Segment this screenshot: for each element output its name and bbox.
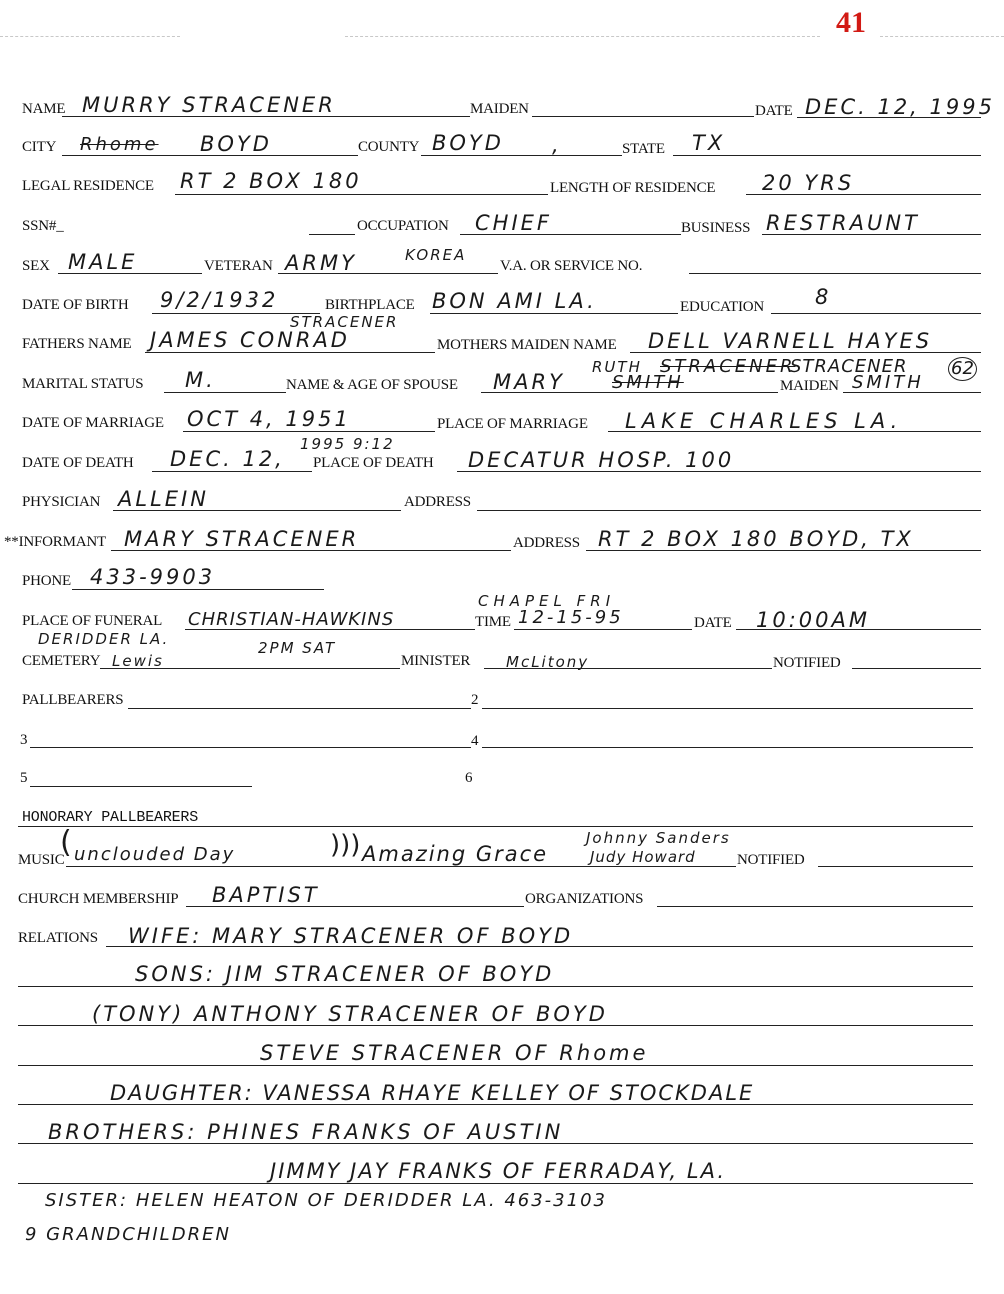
minister-value: McLitony xyxy=(506,653,590,671)
relations-line-7[interactable] xyxy=(18,1183,973,1184)
state-value: TX xyxy=(692,131,726,155)
notified-line[interactable] xyxy=(852,668,981,669)
relations-label: RELATIONS xyxy=(18,930,98,946)
music-label: MUSIC xyxy=(18,852,65,868)
legal-residence-line[interactable] xyxy=(175,194,548,195)
fathers-name-line[interactable] xyxy=(145,352,435,353)
fathers-name-note: STRACENER xyxy=(290,313,399,331)
relations-line-7-value: JIMMY JAY FRANKS OF FERRADAY, LA. xyxy=(270,1159,727,1183)
honorary-pallbearers-line[interactable] xyxy=(18,826,973,827)
county-line[interactable] xyxy=(421,155,622,156)
ssn-label: SSN#_ xyxy=(22,218,64,234)
veteran-value: ARMY xyxy=(285,251,357,275)
informant-label: **INFORMANT xyxy=(4,534,106,550)
state-line[interactable] xyxy=(673,155,981,156)
county-value: BOYD xyxy=(432,131,504,155)
maiden2-label: MAIDEN xyxy=(780,378,839,394)
pallbearer-3-label: 3 xyxy=(20,732,28,748)
education-label: EDUCATION xyxy=(680,299,765,315)
mothers-maiden-name-label: MOTHERS MAIDEN NAME xyxy=(437,337,617,353)
business-label: BUSINESS xyxy=(681,220,751,236)
organizations-label: ORGANIZATIONS xyxy=(525,891,644,907)
date-value: DEC. 12, 1995 xyxy=(805,95,995,119)
date-of-death-value: DEC. 12, xyxy=(170,447,285,471)
birthplace-label: BIRTHPLACE xyxy=(325,297,415,313)
va-no-label: V.A. OR SERVICE NO. xyxy=(500,258,643,274)
top-divider-left xyxy=(0,36,180,37)
relations-line-1-value: WIFE: MARY STRACENER OF BOYD xyxy=(128,924,574,948)
veteran-label: VETERAN xyxy=(204,258,273,274)
occupation-label: OCCUPATION xyxy=(357,218,449,234)
occupation-value: CHIEF xyxy=(475,211,552,235)
relations-line-5-value: DAUGHTER: VANESSA RHAYE KELLEY OF STOCKDALE xyxy=(110,1081,755,1105)
relations-line-2-value: SONS: JIM STRACENER OF BOYD xyxy=(135,962,555,986)
spouse-surname: STRACENER xyxy=(790,356,908,377)
phone-value: 433-9903 xyxy=(90,565,216,589)
address-label: ADDRESS xyxy=(404,494,471,510)
pallbearer-6-label: 6 xyxy=(465,770,473,786)
notified2-line[interactable] xyxy=(818,866,973,867)
business-value: RESTRAUNT xyxy=(766,211,920,235)
maiden-label: MAIDEN xyxy=(470,101,529,117)
pallbearer-4-line[interactable] xyxy=(482,747,973,748)
funeral-note-2: 2PM SAT xyxy=(258,639,337,657)
death-year-time-note: 1995 9:12 xyxy=(300,435,395,453)
veteran-note: KOREA xyxy=(405,246,467,264)
pallbearer-2-label: 2 xyxy=(471,692,479,708)
date-of-marriage-label: DATE OF MARRIAGE xyxy=(22,415,164,431)
date-of-marriage-line[interactable] xyxy=(183,431,435,432)
date-label: DATE xyxy=(755,103,793,119)
length-of-residence-label: LENGTH OF RESIDENCE xyxy=(550,180,716,196)
organizations-line[interactable] xyxy=(657,906,973,907)
dob-value: 9/2/1932 xyxy=(160,288,279,312)
relations-line-8-value: SISTER: HELEN HEATON OF DERIDDER LA. 463-3103 xyxy=(45,1190,607,1211)
date-of-death-label: DATE OF DEATH xyxy=(22,455,134,471)
maiden-line[interactable] xyxy=(532,116,754,117)
dob-label: DATE OF BIRTH xyxy=(22,297,129,313)
address-line[interactable] xyxy=(477,510,981,511)
funeral-date-value: 10:00AM xyxy=(756,608,871,632)
name-age-spouse-label: NAME & AGE OF SPOUSE xyxy=(286,377,458,393)
pallbearer-2-line[interactable] xyxy=(482,708,973,709)
relations-line-3-value: (TONY) ANTHONY STRACENER OF BOYD xyxy=(92,1002,608,1026)
notified-label: NOTIFIED xyxy=(773,655,841,671)
county-label: COUNTY xyxy=(358,139,420,155)
time-value: 12-15-95 xyxy=(518,607,624,628)
spouse-age-value: 62 xyxy=(948,357,977,381)
education-value: 8 xyxy=(815,285,832,309)
cemetery-value: Lewis xyxy=(112,652,164,670)
marital-status-value: M. xyxy=(185,368,216,392)
marital-status-label: MARITAL STATUS xyxy=(22,376,144,392)
top-divider-end xyxy=(880,36,1004,37)
minister-label: MINISTER xyxy=(401,653,471,669)
page-number: 41 xyxy=(836,6,866,39)
city-label: CITY xyxy=(22,139,57,155)
state-label: STATE xyxy=(622,141,665,157)
fathers-name-label: FATHERS NAME xyxy=(22,336,132,352)
pallbearer-1-line[interactable] xyxy=(128,708,471,709)
music-separator: ))) xyxy=(330,830,361,860)
sex-value: MALE xyxy=(68,250,138,274)
music-note-top: Johnny Sanders xyxy=(586,829,731,847)
pallbearer-4-label: 4 xyxy=(471,733,479,749)
legal-residence-value: RT 2 BOX 180 xyxy=(180,169,362,193)
place-of-funeral-2-value: DERIDDER LA. xyxy=(38,630,170,648)
place-of-death-label: PLACE OF DEATH xyxy=(313,455,434,471)
spouse-note: RUTH xyxy=(592,358,642,376)
fathers-name-value: JAMES CONRAD xyxy=(150,328,350,352)
top-divider-right xyxy=(345,36,820,37)
place-of-marriage-value: LAKE CHARLES LA. xyxy=(625,409,903,433)
phone-line[interactable] xyxy=(72,589,324,590)
pallbearer-3-line[interactable] xyxy=(30,747,471,748)
place-of-funeral-value: CHRISTIAN-HAWKINS xyxy=(188,609,395,630)
relations-line-2[interactable] xyxy=(18,986,973,987)
informant-value: MARY STRACENER xyxy=(124,527,360,551)
relations-line-4-value: STEVE STRACENER OF Rhome xyxy=(260,1041,649,1065)
city-struck-value: Rhome xyxy=(80,134,159,155)
length-of-residence-value: 20 YRS xyxy=(762,171,855,195)
marital-status-line[interactable] xyxy=(164,392,286,393)
honorary-pallbearers-label: HONORARY PALLBEARERS xyxy=(22,809,199,826)
church-membership-label: CHURCH MEMBERSHIP xyxy=(18,891,179,907)
music-open-paren: ( xyxy=(60,825,72,860)
va-no-line[interactable] xyxy=(689,273,981,274)
pallbearer-5-label: 5 xyxy=(20,770,28,786)
church-membership-value: BAPTIST xyxy=(212,883,320,907)
phone-label: PHONE xyxy=(22,573,72,589)
informant-address-value: RT 2 BOX 180 BOYD, TX xyxy=(598,527,914,551)
date-of-death-line[interactable] xyxy=(152,471,312,472)
legal-residence-label: LEGAL RESIDENCE xyxy=(22,178,154,194)
birthplace-value: BON AMI LA. xyxy=(432,289,597,313)
music-note-bottom: Judy Howard xyxy=(590,848,696,866)
relations-line-6-value: BROTHERS: PHINES FRANKS OF AUSTIN xyxy=(48,1120,564,1144)
physician-value: ALLEIN xyxy=(118,487,209,511)
place-of-marriage-label: PLACE OF MARRIAGE xyxy=(437,416,588,432)
pallbearers-label: PALLBEARERS xyxy=(22,692,124,708)
music-value: unclouded Day xyxy=(74,844,236,865)
time-line[interactable] xyxy=(514,629,692,630)
physician-label: PHYSICIAN xyxy=(22,494,101,510)
sex-label: SEX xyxy=(22,258,50,274)
spouse-name-value: MARY xyxy=(493,370,565,394)
date2-label: DATE xyxy=(694,615,732,631)
education-line[interactable] xyxy=(771,313,981,314)
county-mark: , xyxy=(552,133,562,157)
address2-label: ADDRESS xyxy=(513,535,580,551)
place-of-funeral-label: PLACE OF FUNERAL xyxy=(22,613,163,629)
place-of-death-value: DECATUR HOSP. 100 xyxy=(468,448,735,472)
funeral-note: CHAPEL FRI xyxy=(478,592,616,610)
time-label: TIME xyxy=(475,614,511,630)
relations-line-9-value: 9 GRANDCHILDREN xyxy=(25,1224,231,1245)
birthplace-line[interactable] xyxy=(430,313,678,314)
occupation-line[interactable] xyxy=(309,234,355,235)
spouse-struck-surname: STRACENER xyxy=(660,356,796,377)
name-value: MURRY STRACENER xyxy=(82,93,336,117)
mothers-maiden-name-value: DELL VARNELL HAYES xyxy=(648,329,933,353)
spouse-maiden-value: SMITH xyxy=(852,372,924,393)
pallbearer-5-line[interactable] xyxy=(30,786,252,787)
name-label: NAME xyxy=(22,101,66,117)
date-of-marriage-value: OCT 4, 1951 xyxy=(187,407,351,431)
notified2-label: NOTIFIED xyxy=(737,852,805,868)
city-value: BOYD xyxy=(200,132,272,156)
spouse-struck-value: SMITH xyxy=(612,372,684,393)
cemetery-label: CEMETERY xyxy=(22,653,101,669)
relations-line-4[interactable] xyxy=(18,1065,973,1066)
music-value-2: Amazing Grace xyxy=(362,842,549,866)
